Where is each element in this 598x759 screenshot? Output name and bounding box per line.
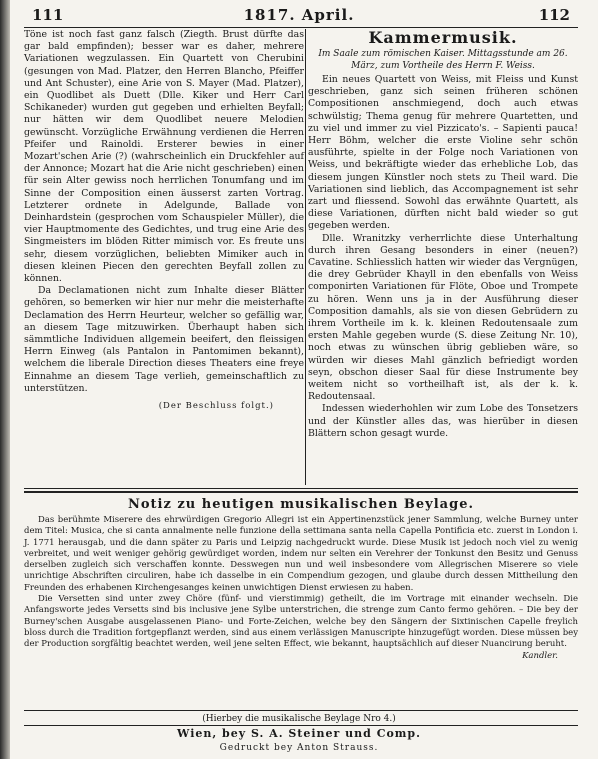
issue-date: 1817. April.: [243, 6, 355, 24]
column-divider: [305, 29, 306, 485]
right-paragraph-3: Indessen wiederhohlen wir zum Lobe des Tonsetzers und der Künstler alles das, was hierüber in diesen Blättern schon gesagt wurde.: [308, 403, 578, 439]
notice-top-rule-2: [24, 491, 578, 493]
left-paragraph-2: Da Declamationen nicht zum Inhalte dieser Blätter gehören, so bemerken wir hier nur mehr die meisterhafte Declamation des Herrn Heurteur, welcher so gefällig war, an diesem Tage mitzuwirken. Überhaupt haben sich sämmtliche Individuen allgemein beeifert, den fleissigen Herrn Einweg (als Pantalon in Pantomimen bekannt), welchem die liberale Direction dieses Theaters eine freye Einnahme an diesem Tage verlieh, gemeinschaftlich zu unterstützen.: [24, 285, 304, 394]
left-paragraph-1: Töne ist noch fast ganz falsch (Ziegth. Brust dürfte das gar bald empfinden); besser war es daher, mehrere Variationen wegzulassen. Ein Quartett von Cherubini (gesungen von Mad. Platzer, den Herren Blancho, Pfeiffer und Ant Schuster), eine Arie von S. Mayer (Mad. Platzer), ein Quodlibet als Duett (Dlle. Kiker und Herr Carl Schikaneder) wurden gut gegeben und erhielten Beyfall; nur hätten wir dem Quodlibet neuere Melodien gewünscht. Vorzügliche Erwähnung verdienen die Herren Pfeifer und Rainoldi. Ersterer bewies in einer Mozart'schen Arie (?) (wahrscheinlich ein Druckfehler auf der Annonce; Mozart hat die Arie nicht geschrieben) einen für sein Alter gewiss noch herrlichen Tonumfang und im Sinne der Composition einen äusserst zarten Vortrag. Letzterer ordnete in Adelgunde, Ballade von Deinhardstein (gesprochen vom Schauspieler Müller), die vier Hauptmomente des Gedichtes, und trug eine Arie des Singmeisters im blöden Ritter mimisch vor. Es freute uns sehr, diesem vorzüglichen, beliebten Mimiker auch in diesen kleinen Piecen den gerechten Beyfall zollen zu können.: [24, 29, 304, 285]
publisher-imprint: Wien, bey S. A. Steiner und Comp.: [177, 727, 421, 740]
notice-section: [24, 497, 578, 662]
supplement-note: (Hierbey die musikalische Beylage Nro 4.): [202, 714, 396, 724]
continuation-note: (Der Beschluss folgt.): [158, 401, 274, 412]
right-paragraph-1: Ein neues Quartett von Weiss, mit Fleiss und Kunst geschrieben, ganz sich seinen früheren schönen Compositionen anschmiegend, doch auch etwas schwülstig; Thema genug für mehrere Quartetten, und zu viel und immer zu viel Pizzicato's. – Sapienti pauca! Herr Böhm, welcher die erste Violine sehr schön ausführte, spielte in der Folge noch Variationen von Weiss, und bekräftigte wieder das erhebliche Lob, das diesem jungen Künstler noch stets zu Theil ward. Die Variationen sind lieblich, das Accompagnement ist sehr zart und fliessend. Sowohl das erwähnte Quartett, als diese Variationen, dürften nicht bald wieder so gut gegeben werden.: [308, 74, 578, 232]
page-number-left: 111: [32, 6, 64, 24]
binding-shadow: [0, 0, 10, 759]
page-header: [22, 6, 576, 28]
left-column: [24, 29, 304, 412]
imprint-rule: [24, 725, 578, 726]
notice-title: Notiz zu heutigen musikalischen Beylage.: [128, 497, 474, 512]
notice-top-rule: [24, 488, 578, 489]
right-paragraph-2: Dlle. Wranitzky verherrlichte diese Unterhaltung durch ihren Gesang besonders in einer (neuen?) Cavatine. Schliesslich hatten wir wieder das Vergnügen, die drey Gebrüder Khayll in den ebenfalls von Weiss componirten Variationen für Flöte, Oboe und Trompete zu hören. Wenn uns ja in der Ausführung dieser Composition damahls, als sie von diesen Gebrüdern zu ihrem Vortheile im k. k. kleinen Redoutensaale zum ersten Mahle gegeben wurde (S. diese Zeitung Nr. 10), noch etwas zu wünschen übrig geblieben wäre, so würden wir dieses Mahl gänzlich befriedigt worden seyn, obschon dieser Saal für diese Instrumente bey weitem nicht so vortheilhaft ist, als der k. k. Redoutensaal.: [308, 232, 578, 403]
printer-imprint: Gedruckt bey Anton Strauss.: [219, 743, 379, 753]
section-title: Kammermusik.: [368, 28, 518, 47]
right-column: [308, 29, 578, 440]
footer-rule: [24, 710, 578, 711]
section-subtitle: Im Saale zum römischen Kaiser. Mittagsstunde am 26. März, zum Vortheile des Herrn F. Weiss.: [318, 49, 568, 71]
notice-signature: Kandler.: [522, 650, 558, 661]
page-number-right: 112: [538, 6, 570, 24]
notice-paragraph-2: Die Versetten sind unter zwey Chöre (fünf- und vierstimmig) getheilt, die im Vortrage mit einander wechseln. Die Anfangsworte jedes Versetts sind bis inclusive jene Sylbe unterstrichen, die strenge zum Canto fermo gehören. – Die bey der Burney'schen Ausgabe ausgelassenen Piano- und Forte-Zeichen, welche bey den Sängern der Sixtinischen Capelle freylich bloss durch die Tradition fortgepflanzt werden, sind aus einem verlässigen Manuscripte hinzugefügt worden. Diese müssen bey der Production sorgfältig beachtet werden, weil jene selten Effect, wie bekannt, hauptsächlich auf dieser Nuancirung beruht.: [24, 594, 578, 650]
notice-paragraph-1: Das berühmte Miserere des ehrwürdigen Gregorio Allegri ist ein Appertinenzstück jener Sammlung, welche Burney unter dem Titel: Musica, che si canta annalmente nelle funzione della settimana santa nella Capella Pontificia etc. zuerst in London i. J. 1771 herausgab, und die dann später zu Paris und Leipzig nachgedruckt wurde. Diese Musik ist jedoch noch viel zu wenig verbreitet, und weit weniger gehörig gewürdiget worden, indem nur selten ein Verehrer der Tonkunst den Besitz und Genuss derselben zugleich sich verschaffen konnte. Desswegen nun und weil insbesondere vom Allegrischen Miserere so viele unrichtige Abschriften circuliren, habe ich dasselbe in ein Compendium gezogen, und glaube durch dessen Mittheilung den Freunden des erhabenen Kirchengesanges keinen unwichtigen Dienst erwiesen zu haben.: [24, 515, 578, 593]
